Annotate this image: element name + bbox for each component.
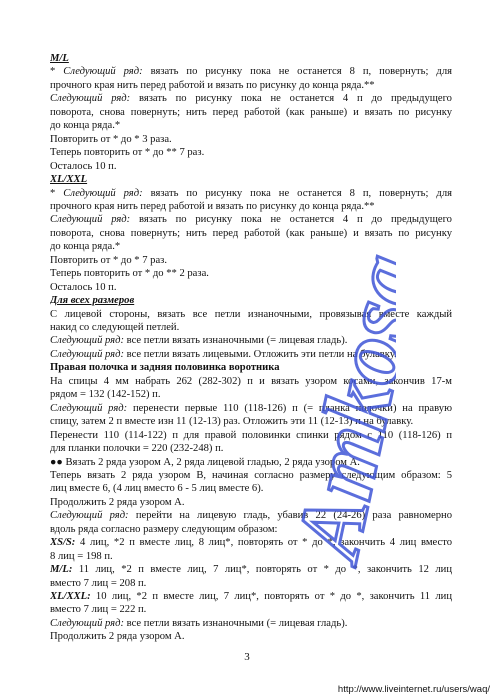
text-span: XS/S: bbox=[50, 537, 76, 549]
text-span: Теперь повторить от * до ** 2 раза. bbox=[50, 268, 209, 280]
text-span: прочного края нить перед работой и вязать по рисунку до конца ряда.** bbox=[50, 79, 375, 91]
text-span: Теперь вязать 2 ряда узором В, начиная согласно размеру следующим образом: 5 bbox=[50, 469, 452, 481]
text-span: вязать по рисунку пока не останется 8 п, повернуть; для bbox=[142, 187, 452, 199]
text-line bbox=[50, 617, 452, 630]
text-span: С лицевой стороны, вязать все петли изнаночными, провязывая вместе каждый bbox=[50, 308, 452, 320]
text-span: перенести первые 110 (118-126) п (= планка полочки) на правую bbox=[127, 402, 452, 414]
text-span: вместо 7 лиц = 208 п. bbox=[50, 577, 147, 589]
text-span: для планки полочки = 220 (232-248) п. bbox=[50, 443, 224, 455]
text-line bbox=[50, 482, 452, 495]
text-span: Теперь повторить от * до ** 7 раз. bbox=[50, 147, 205, 159]
text-span: * bbox=[50, 187, 64, 199]
text-line bbox=[50, 321, 452, 334]
text-span: поворота, снова повернуть; нить перед работой (как раньше) и вязать по рисунку bbox=[50, 106, 452, 118]
text-line bbox=[50, 227, 452, 240]
text-line bbox=[50, 348, 452, 361]
text-line bbox=[50, 106, 452, 119]
text-span: Продолжить 2 ряда узором A. bbox=[50, 631, 185, 643]
text-span: 10 лиц, *2 п вместе лиц, 7 лиц*, повторять от * до *, закончить 11 лиц bbox=[90, 591, 452, 602]
text-line bbox=[50, 415, 452, 428]
text-span: XL/XXL: bbox=[50, 591, 91, 602]
text-span: лиц вместе 6, (4 лиц вместо 6 - 5 лиц вместе 6). bbox=[50, 483, 264, 495]
text-span: На спицы 4 мм набрать 262 (282-302) п и вязать узором косами, закончив 17-м bbox=[50, 375, 452, 387]
text-line bbox=[50, 334, 452, 347]
footer-url[interactable]: http://www.liveinternet.ru/users/waq/ bbox=[337, 684, 490, 695]
text-span: M/L: bbox=[50, 564, 73, 576]
text-span: Следующий ряд: bbox=[50, 348, 124, 360]
text-span: Для всех размеров bbox=[50, 295, 135, 307]
text-span: вязать по рисунку пока не останется 4 п до предыдущего bbox=[130, 214, 452, 226]
text-line bbox=[50, 496, 452, 509]
text-span: до конца ряда.* bbox=[50, 241, 121, 253]
text-line bbox=[50, 173, 452, 186]
text-span: накид со следующей петлей. bbox=[50, 322, 180, 333]
text-span: все петли вязать лицевыми. Отложить эти петли на булавку. bbox=[124, 348, 397, 360]
text-line bbox=[50, 133, 452, 146]
text-line bbox=[50, 550, 452, 563]
text-span: Осталось 10 п. bbox=[50, 281, 117, 293]
text-span: прочного края нить перед работой и вязать по рисунку до конца ряда.** bbox=[50, 200, 375, 212]
text-span: Повторить от * до * 7 раз. bbox=[50, 254, 167, 266]
text-line bbox=[50, 79, 452, 92]
text-span: все петли вязать изнаночными (= лицевая гладь). bbox=[124, 335, 348, 347]
text-line bbox=[50, 469, 452, 482]
text-line bbox=[50, 213, 452, 226]
text-span: перейти на лицевую гладь, убавив 22 (24-26) раза равномерно bbox=[128, 510, 452, 522]
text-line bbox=[50, 603, 452, 616]
text-span: до конца ряда.* bbox=[50, 120, 121, 132]
text-span: ●● Вязать 2 ряда узором A, 2 ряда лицевой гладью, 2 ряда узором A. bbox=[50, 456, 360, 468]
text-span: вязать по рисунку пока не останется 4 п до предыдущего bbox=[130, 93, 452, 105]
text-line bbox=[50, 388, 452, 401]
text-line bbox=[50, 92, 452, 105]
text-span: XL/XXL bbox=[50, 174, 88, 186]
text-span: 8 лиц = 198 п. bbox=[50, 550, 113, 562]
text-span: Следующий ряд: bbox=[50, 214, 131, 226]
text-line bbox=[50, 52, 452, 65]
text-line bbox=[50, 536, 452, 549]
text-line bbox=[50, 361, 452, 374]
text-line bbox=[50, 630, 452, 643]
text-line bbox=[50, 294, 452, 307]
text-span: Следующий ряд: bbox=[50, 510, 129, 522]
text-line bbox=[50, 187, 452, 200]
text-span: Продолжить 2 ряда узором A. bbox=[50, 496, 185, 508]
text-span: рядом = 132 (142-152) п. bbox=[50, 389, 161, 401]
text-span: 11 лиц, *2 п вместе лиц, 7 лиц*, повторять от * до *, закончить 12 лиц bbox=[72, 564, 452, 576]
text-line bbox=[50, 119, 452, 132]
text-span: M/L bbox=[50, 53, 69, 64]
text-line bbox=[50, 563, 452, 576]
text-line bbox=[50, 240, 452, 253]
text-line bbox=[50, 308, 452, 321]
text-line bbox=[50, 375, 452, 388]
text-span: Правая полочка и задняя половинка воротника bbox=[50, 362, 280, 374]
text-span: вязать по рисунку пока не останется 8 п, повернуть; для bbox=[142, 66, 452, 78]
text-span: Следующий ряд: bbox=[50, 335, 124, 347]
page-number: 3 bbox=[244, 651, 250, 663]
text-line bbox=[50, 442, 452, 455]
text-span: спицу, затем 2 п вместе изн 11 (12-13) раз. Отложить эти 11 (12-13) п на булавку. bbox=[50, 416, 414, 428]
text-line bbox=[50, 523, 452, 536]
text-line bbox=[50, 429, 452, 442]
text-span: Следующий ряд: bbox=[50, 93, 131, 105]
text-line bbox=[50, 456, 452, 469]
watermark-text: Amkosa bbox=[275, 245, 396, 568]
text-span: вдоль ряда согласно размеру следующим образом: bbox=[50, 523, 278, 535]
text-span: поворота, снова повернуть; нить перед работой (как раньше) и вязать по рисунку bbox=[50, 227, 452, 239]
text-line bbox=[50, 402, 452, 415]
text-span: вместо 7 лиц = 222 п. bbox=[50, 604, 147, 616]
text-line bbox=[50, 281, 452, 294]
text-line bbox=[50, 65, 452, 78]
text-span: 4 лиц, *2 п вместе лиц, 8 лиц*, повторять от * до *, закончить 4 лиц вместо bbox=[75, 537, 452, 549]
text-line bbox=[50, 267, 452, 280]
text-span: Следующий ряд: bbox=[50, 617, 124, 629]
text-span: Следующий ряд: bbox=[50, 402, 128, 414]
text-span: * bbox=[50, 66, 64, 78]
text-line bbox=[50, 509, 452, 522]
text-span: Следующий ряд: bbox=[63, 66, 143, 78]
text-line bbox=[50, 590, 452, 603]
text-span: Перенести 110 (114-122) п для правой половинки спинки рядом с 110 (118-126) п bbox=[50, 429, 452, 441]
text-line bbox=[50, 200, 452, 213]
text-line bbox=[50, 577, 452, 590]
text-span: Повторить от * до * 3 раза. bbox=[50, 133, 172, 145]
text-span: Следующий ряд: bbox=[63, 187, 143, 199]
text-line bbox=[50, 160, 452, 173]
text-span: все петли вязать изнаночными (= лицевая гладь). bbox=[124, 617, 348, 629]
text-line bbox=[50, 254, 452, 267]
text-span: Осталось 10 п. bbox=[50, 160, 117, 172]
text-line bbox=[50, 146, 452, 159]
